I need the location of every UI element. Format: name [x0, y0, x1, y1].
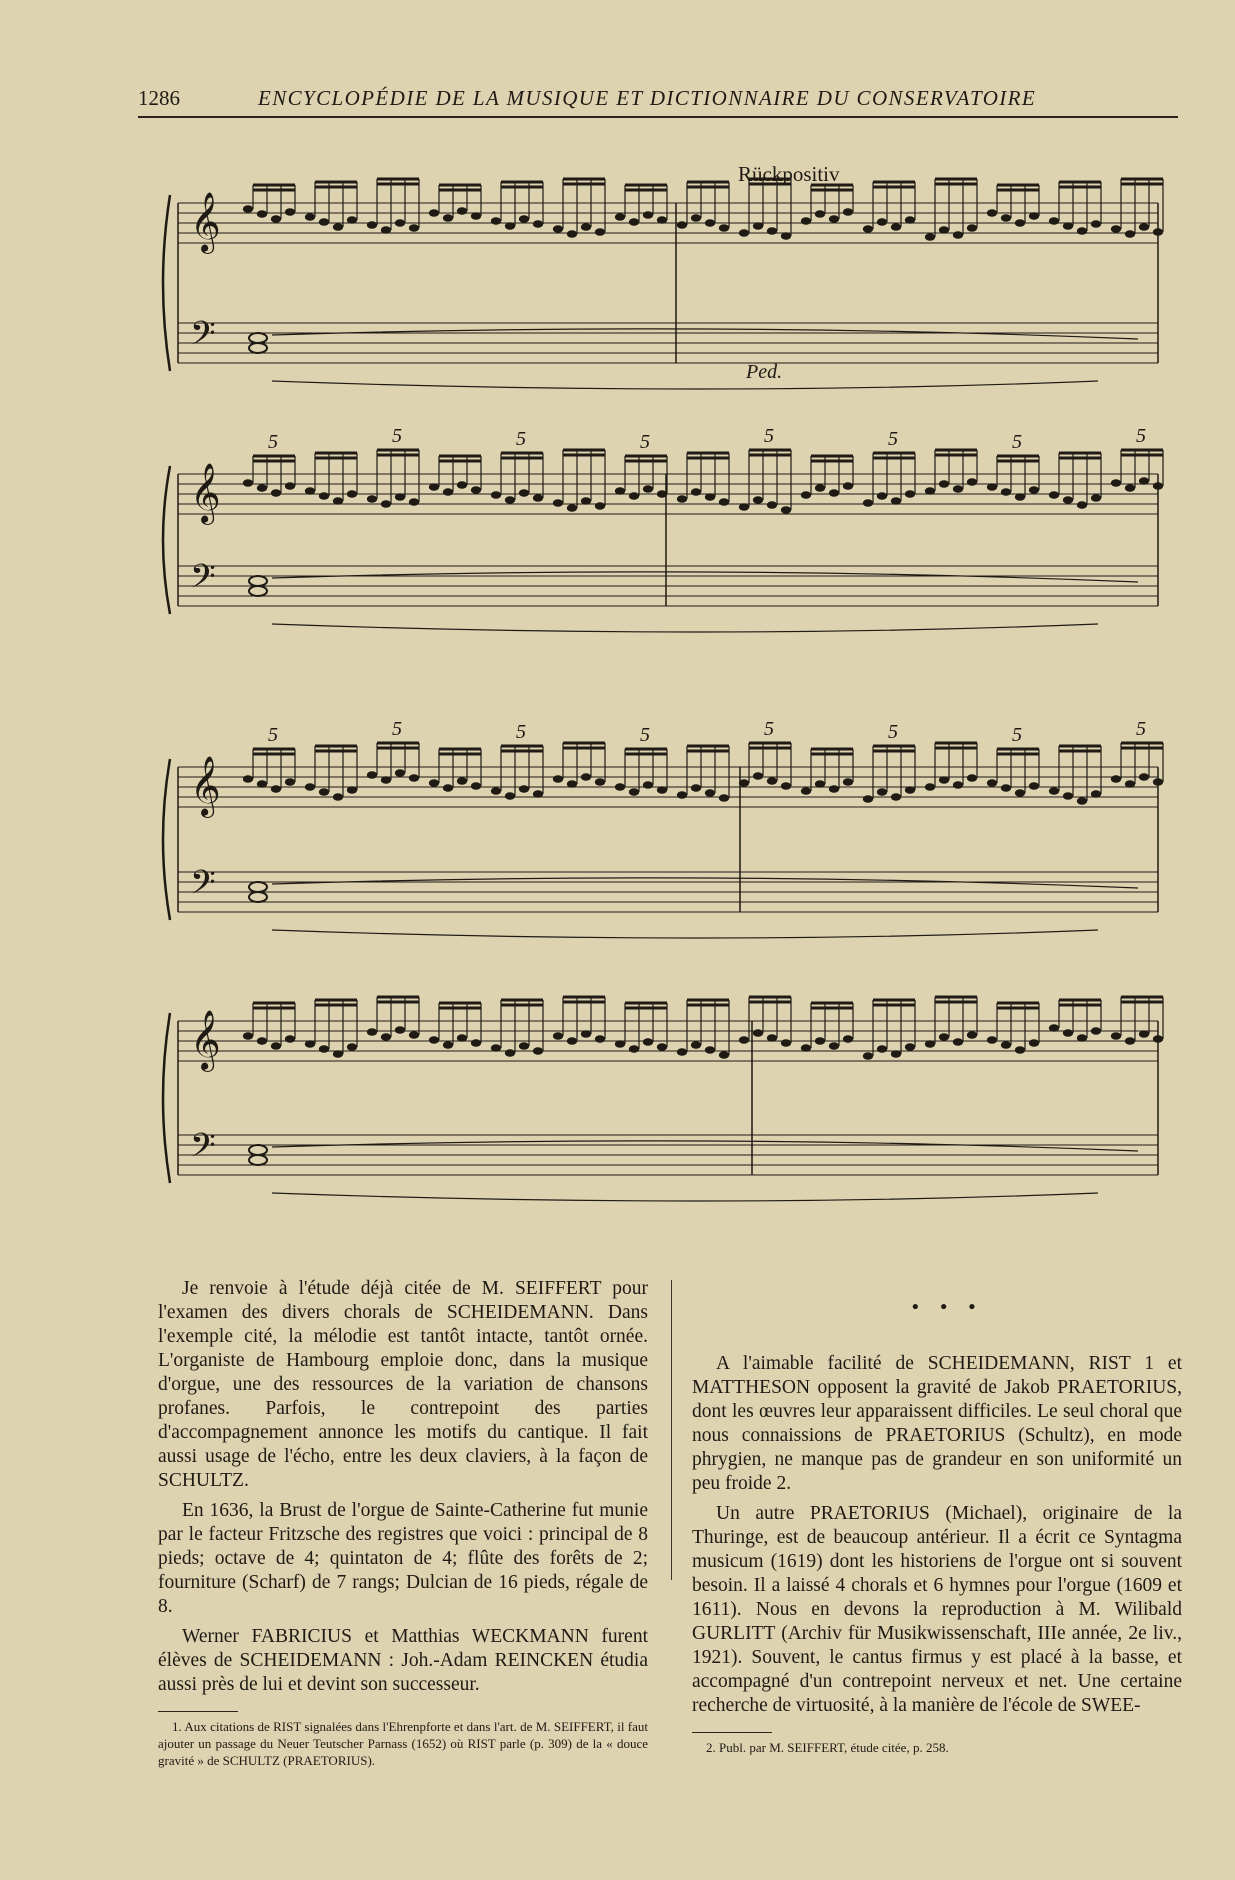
left-paragraph-2: En 1636, la Brust de l'orgue de Sainte-Catherine fut munie par le facteur Fritzsche des registres que voici : principal de 8 pieds; octave de 4; quintaton de 4; flûte des forêts de 2; fourniture (Scharf) de 7 rangs; Dulcian de 16 pieds, régale de 8. [158, 1500, 648, 1617]
page-number: 1286 [138, 86, 180, 110]
svg-text:5: 5 [392, 425, 402, 447]
footnote-rule [158, 1711, 238, 1712]
pedal-label: Ped. [746, 361, 783, 383]
svg-text:𝄢: 𝄢 [190, 864, 216, 910]
left-column [158, 1277, 648, 1769]
svg-text:𝄢: 𝄢 [190, 558, 216, 604]
svg-text:5: 5 [764, 425, 774, 447]
svg-text:5: 5 [1012, 724, 1022, 746]
right-column [692, 1352, 1182, 1756]
svg-text:𝄞: 𝄞 [190, 1010, 221, 1070]
svg-text:5: 5 [888, 428, 898, 450]
svg-text:5: 5 [640, 724, 650, 746]
svg-text:𝄞: 𝄞 [190, 192, 221, 252]
score-systems [163, 179, 1163, 1201]
score-system [163, 997, 1163, 1201]
svg-text:5: 5 [1136, 718, 1146, 740]
left-paragraph-1: Je renvoie à l'étude déjà citée de M. SEIFFERT pour l'examen des divers chorals de SCHEIDEMANN. Dans l'exemple cité, la mélodie est tantôt intacte, tantôt ornée. L'organiste de Hambourg emploie donc, dans la musique d'orgue, une des ressources de la variation de chansons profanes. Parfois, le contrepoint des parties d'accompagnement annonce les motifs du cantique. Il fait aussi usage de l'écho, entre les deux claviers, à la façon de SCHULTZ. [158, 1278, 648, 1491]
svg-text:5: 5 [516, 428, 526, 450]
svg-text:𝄞: 𝄞 [190, 463, 221, 523]
svg-text:5: 5 [268, 431, 278, 453]
right-paragraph-1: A l'aimable facilité de SCHEIDEMANN, RIST 1 et MATTHESON opposent la gravité de Jakob PRAETORIUS, dont les œuvres leur apparaissent difficiles. Le seul choral que nous connaissions de PRAETORIUS (Schultz), en mode phrygien, ne manque pas de grandeur en son uniformité un peu froide 2. [692, 1353, 1182, 1494]
running-title: ENCYCLOPÉDIE DE LA MUSIQUE ET DICTIONNAIRE DU CONSERVATOIRE [258, 86, 1037, 110]
column-divider [671, 1280, 672, 1580]
svg-text:𝄞: 𝄞 [190, 756, 221, 816]
svg-text:5: 5 [640, 431, 650, 453]
score-system [163, 718, 1163, 938]
right-footnote: 2. Publ. par M. SEIFFERT, étude citée, p. 258. [706, 1740, 949, 1755]
right-paragraph-2: Un autre PRAETORIUS (Michael), originaire de la Thuringe, est de beaucoup antérieur. Il a écrit ce Syntagma musicum (1619) dont les historiens de l'orgue ont si souvent besoin. Il a laissé 4 chorals et 6 hymnes pour l'orgue (1609 et 1611). Nous en devons la reproduction à M. Wilibald GURLITT (Archiv für Musikwissenschaft, IIIe année, 2e liv., 1921). Souvent, le cantus firmus y est placé à la basse, et accompagné d'un contrepoint nerveux et net. Une certaine recherche de virtuosité, à la manière de l'école de SWEE- [692, 1503, 1182, 1716]
section-ornament: • • • [910, 1297, 984, 1318]
left-paragraph-3: Werner FABRICIUS et Matthias WECKMANN furent élèves de SCHEIDEMANN : Joh.-Adam REINCKEN étudia aussi près de lui et devint son successeur. [158, 1626, 648, 1695]
left-footnote: 1. Aux citations de RIST signalées dans l'Ehrenpforte et dans l'art. de M. SEIFFERT, il faut ajouter un passage du Neuer Teutscher Parnass (1652) où RIST parle (p. 309) de la « douce gravité » de SCHULTZ (PRAETORIUS). [158, 1719, 648, 1768]
registration-label: Rückpositiv [738, 162, 840, 186]
svg-text:𝄢: 𝄢 [190, 315, 216, 361]
svg-text:5: 5 [392, 718, 402, 740]
svg-text:5: 5 [888, 721, 898, 743]
svg-text:5: 5 [764, 718, 774, 740]
svg-text:5: 5 [516, 721, 526, 743]
svg-text:𝄢: 𝄢 [190, 1127, 216, 1173]
svg-text:5: 5 [1136, 425, 1146, 447]
svg-text:5: 5 [268, 724, 278, 746]
footnote-rule [692, 1732, 772, 1733]
svg-text:5: 5 [1012, 431, 1022, 453]
score-system [163, 425, 1163, 632]
score-system [163, 179, 1163, 389]
